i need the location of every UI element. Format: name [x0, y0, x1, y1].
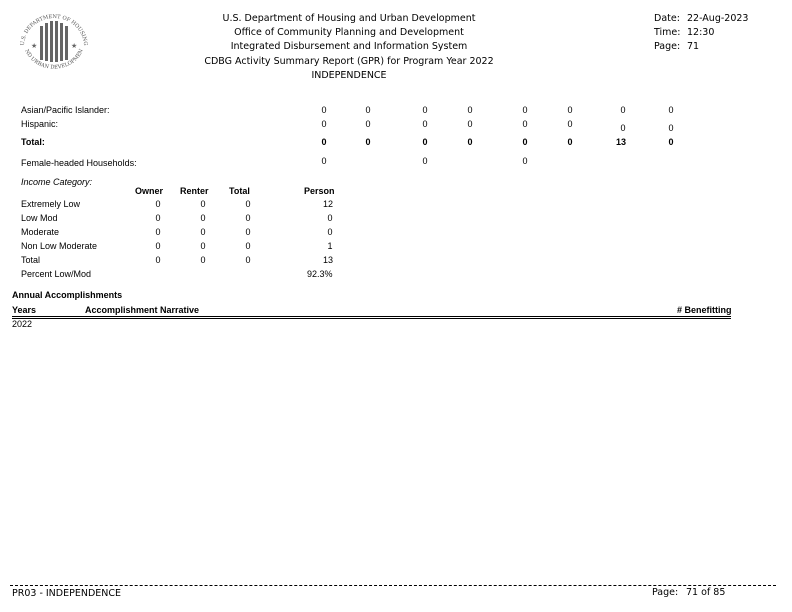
income-total: 0 [245, 241, 251, 251]
date-value: 22-Aug-2023 [687, 13, 749, 24]
race-value: 0 [321, 105, 327, 115]
race-value: 0 [467, 119, 473, 129]
income-renter: 0 [200, 213, 206, 223]
income-total: 0 [245, 255, 251, 265]
race-value: 0 [365, 119, 371, 129]
income-row-label: Low Mod [21, 213, 58, 223]
income-row-label: Percent Low/Mod [21, 269, 92, 279]
annual-accomplishments-title: Annual Accomplishments [12, 290, 123, 300]
female-headed-value: 0 [522, 156, 528, 166]
income-renter: 0 [200, 199, 206, 209]
header-rule [12, 318, 731, 319]
race-label-total: Total: [21, 137, 45, 147]
system-title: Integrated Disbursement and Information System [230, 41, 468, 52]
income-owner: 0 [155, 213, 161, 223]
race-total-value: 0 [467, 137, 473, 147]
accomplishment-year: 2022 [12, 319, 33, 329]
race-total-value: 0 [365, 137, 371, 147]
income-total: 0 [245, 199, 251, 209]
income-owner: 0 [155, 199, 161, 209]
col-benefitting: # Benefitting [677, 305, 732, 315]
svg-text:★: ★ [31, 43, 38, 50]
income-person: 12 [322, 199, 333, 209]
race-value: 0 [668, 123, 674, 133]
col-person: Person [304, 186, 335, 196]
race-value: 0 [567, 105, 573, 115]
time-value: 12:30 [687, 27, 715, 38]
income-row-label: Non Low Moderate [21, 241, 98, 251]
income-row-label: Moderate [21, 227, 60, 237]
footer-page-label: Page: [652, 587, 679, 598]
income-renter: 0 [200, 241, 206, 251]
footer-page-value: 71 of 85 [686, 587, 726, 598]
header-rule [12, 316, 731, 317]
income-renter: 0 [200, 227, 206, 237]
date-label: Date: [654, 13, 680, 24]
office-title: Office of Community Planning and Development [234, 27, 464, 38]
race-value: 0 [567, 119, 573, 129]
race-label-hispanic: Hispanic: [21, 119, 59, 129]
income-person: 0 [327, 227, 333, 237]
race-value: 0 [620, 123, 626, 133]
time-label: Time: [654, 27, 681, 38]
race-total-value: 0 [321, 137, 327, 147]
col-renter: Renter [180, 186, 209, 196]
income-renter: 0 [200, 255, 206, 265]
percent-low-mod-value: 92.3% [307, 269, 333, 279]
income-person: 1 [327, 241, 333, 251]
race-value: 0 [522, 105, 528, 115]
grantee-name: INDEPENDENCE [311, 70, 387, 81]
svg-text:AND URBAN DEVELOPMENT: ND URBAN DEVELOPMEN [23, 48, 85, 71]
svg-text:U.S. DEPARTMENT OF HOUSING: U.S. DEPARTMENT OF HOUSING [19, 13, 89, 46]
race-value: 0 [620, 105, 626, 115]
col-years: Years [12, 305, 37, 315]
income-category-title: Income Category: [21, 177, 93, 187]
race-value: 0 [522, 119, 528, 129]
race-value: 0 [422, 105, 428, 115]
income-person: 0 [327, 213, 333, 223]
footer-report-id: PR03 - INDEPENDENCE [12, 588, 122, 599]
col-total: Total [229, 186, 250, 196]
col-owner: Owner [135, 186, 164, 196]
race-value: 0 [467, 105, 473, 115]
race-value: 0 [668, 105, 674, 115]
race-label-asian: Asian/Pacific Islander: [21, 105, 110, 115]
race-value: 0 [365, 105, 371, 115]
race-total-value: 13 [615, 137, 626, 147]
race-total-value: 0 [422, 137, 428, 147]
footer-rule [10, 585, 776, 586]
page-value: 71 [687, 41, 700, 52]
income-total: 0 [245, 227, 251, 237]
race-total-value: 0 [668, 137, 674, 147]
race-value: 0 [321, 119, 327, 129]
female-headed-value: 0 [422, 156, 428, 166]
female-headed-value: 0 [321, 156, 327, 166]
race-total-value: 0 [567, 137, 573, 147]
female-headed-label: Female-headed Households: [21, 158, 137, 168]
income-owner: 0 [155, 255, 161, 265]
report-title: CDBG Activity Summary Report (GPR) for Program Year 2022 [204, 56, 494, 67]
income-row-label: Total [21, 255, 41, 265]
income-person: 13 [322, 255, 333, 265]
page-label: Page: [654, 41, 681, 52]
income-owner: 0 [155, 241, 161, 251]
svg-text:★: ★ [71, 43, 78, 50]
income-total: 0 [245, 213, 251, 223]
agency-title: U.S. Department of Housing and Urban Development [222, 13, 476, 24]
race-total-value: 0 [522, 137, 528, 147]
hud-seal-logo [12, 12, 96, 76]
income-owner: 0 [155, 227, 161, 237]
race-value: 0 [422, 119, 428, 129]
col-narrative: Accomplishment Narrative [85, 305, 200, 315]
income-row-label: Extremely Low [21, 199, 81, 209]
